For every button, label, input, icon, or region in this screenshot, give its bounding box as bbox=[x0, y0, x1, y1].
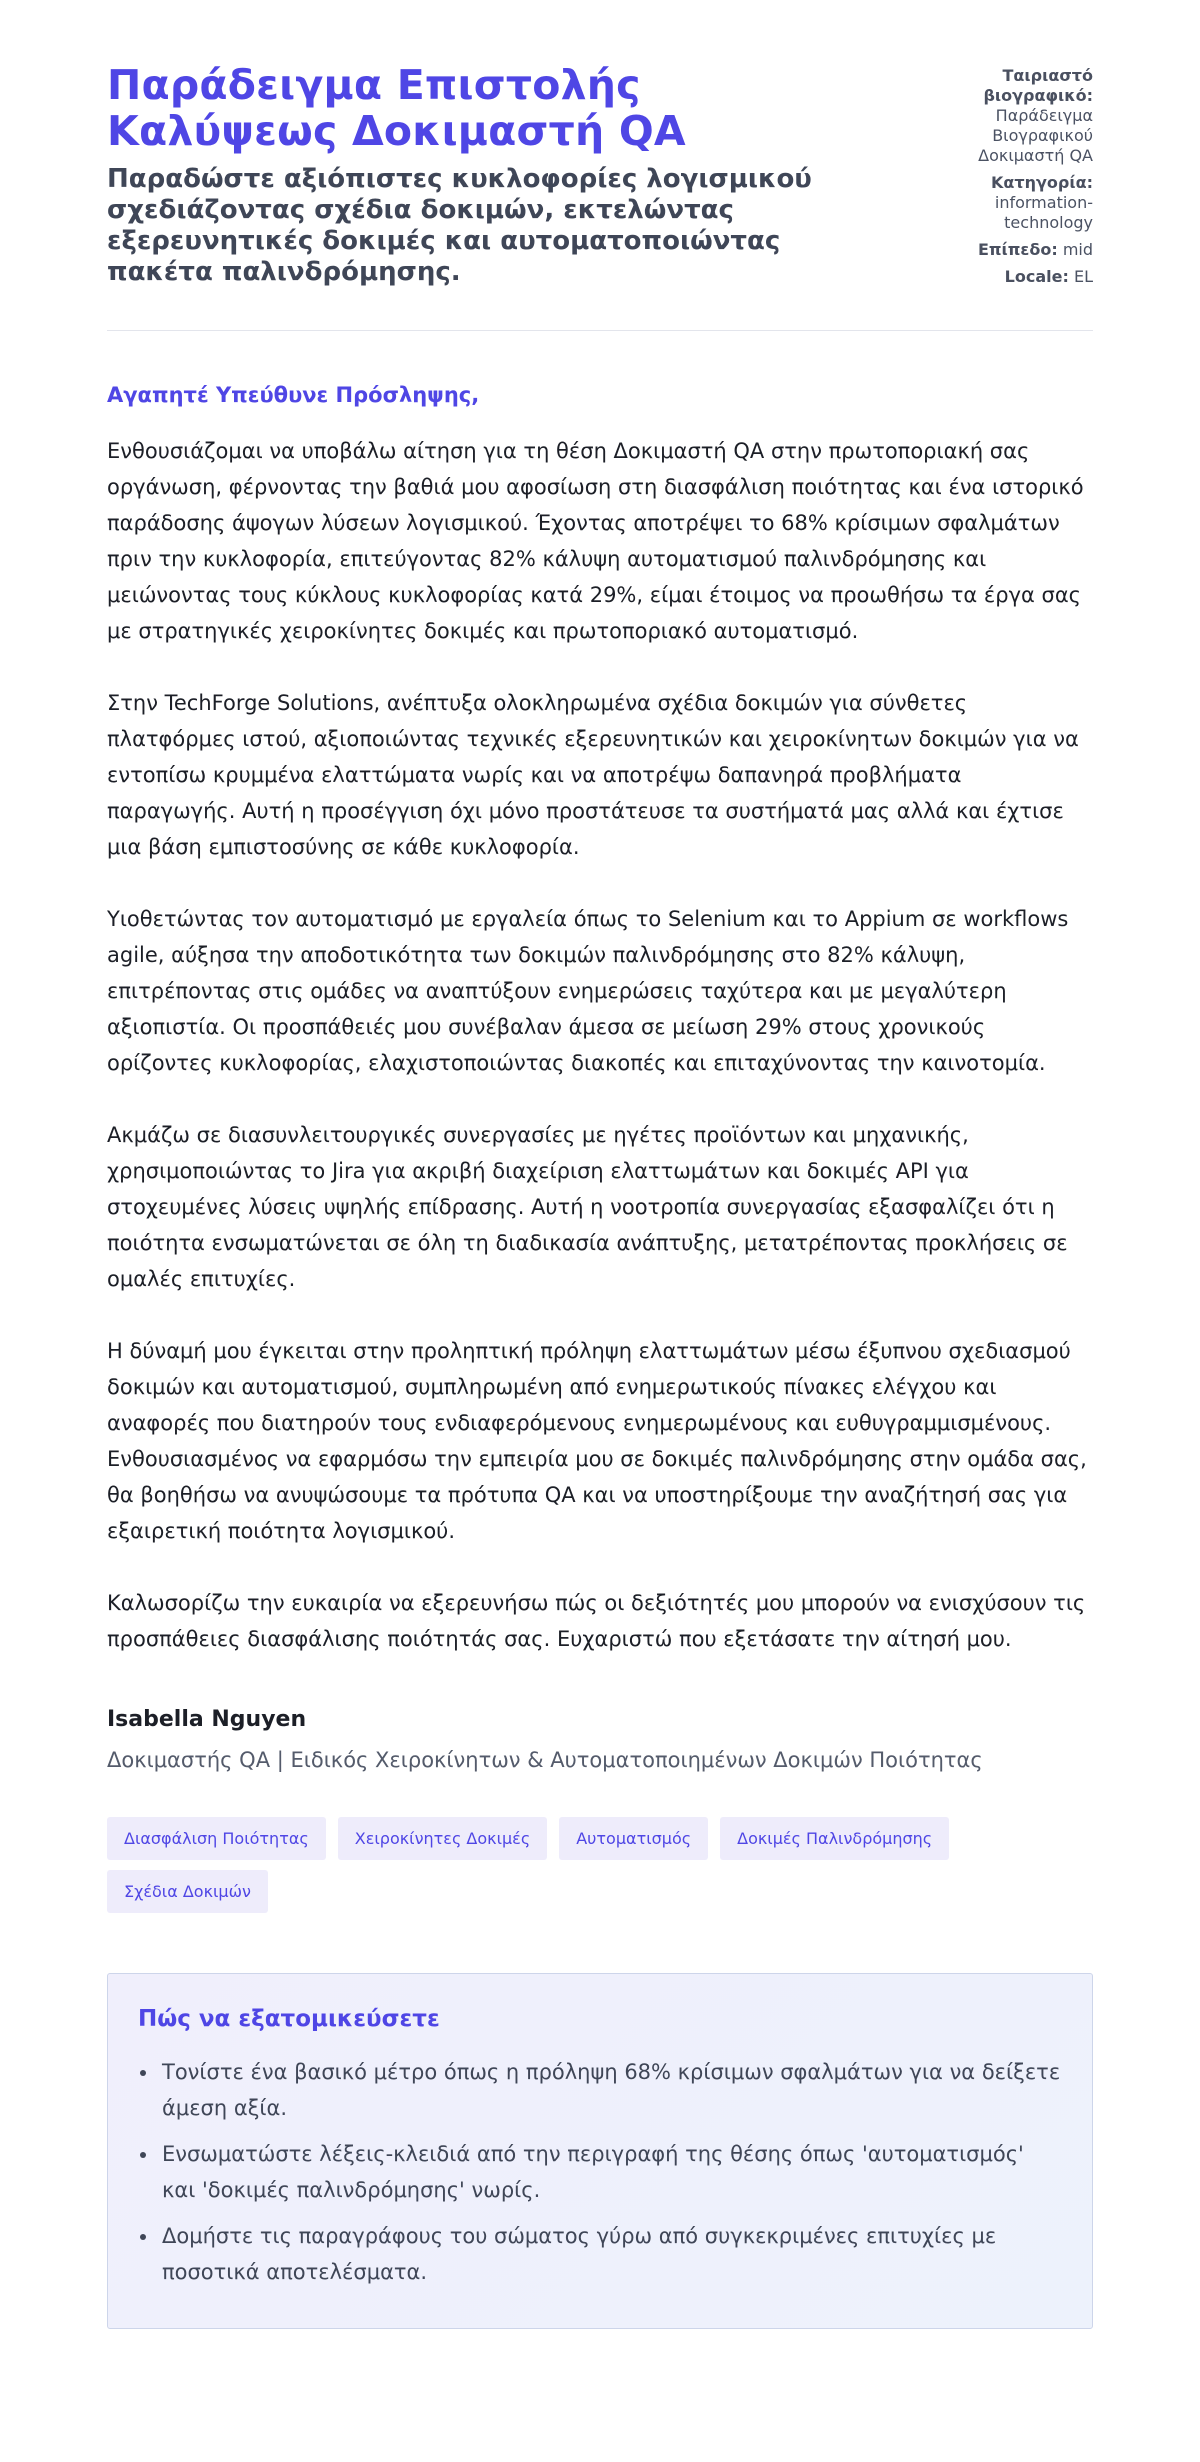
signature-name: Isabella Nguyen bbox=[107, 1707, 307, 1732]
skill-tag: Αυτοματισμός bbox=[559, 1817, 708, 1860]
skill-tags bbox=[107, 1817, 1097, 1913]
skill-tag: Διασφάλιση Ποιότητας bbox=[107, 1817, 326, 1860]
meta-category-value: information-technology bbox=[994, 193, 1093, 232]
header-divider bbox=[107, 330, 1093, 331]
meta-category bbox=[943, 173, 1093, 233]
meta-resume bbox=[943, 66, 1093, 166]
meta-resume-value: Παράδειγμα Βιογραφικού Δοκιμαστή QA bbox=[978, 106, 1093, 165]
meta-level bbox=[943, 240, 1093, 260]
skill-tag: Χειροκίνητες Δοκιμές bbox=[338, 1817, 547, 1860]
letter-paragraph: Ακμάζω σε διασυνλειτουργικές συνεργασίες με ηγέτες προϊόντων και μηχανικής, χρησιμοποιώντας το Jira για ακριβή διαχείριση ελαττωμάτων και δοκιμές API για στοχευμένες λύσεις υψηλής επίδρασης. Αυτή η νοοτροπία συνεργασίας εξασφαλίζει ότι η ποιότητα ενσωματώνεται σε όλη τη διαδικασία ανάπτυξης, μετατρέποντας προκλήσεις σε ομαλές επιτυχίες. bbox=[107, 1123, 1068, 1291]
meta-locale-value: EL bbox=[1073, 267, 1093, 286]
page-subtitle: Παραδώστε αξιόπιστες κυκλοφορίες λογισμικού σχεδιάζοντας σχέδια δοκιμών, εκτελώντας εξερευνητικές δοκιμές και αυτοματοποιώντας πακέτα παλινδρόμησης. bbox=[107, 164, 812, 287]
page-header bbox=[107, 62, 1093, 294]
meta-panel bbox=[943, 66, 1093, 294]
skill-tag: Σχέδια Δοκιμών bbox=[107, 1870, 268, 1913]
signature-role: Δοκιμαστής QA | Ειδικός Χειροκίνητων & Αυτοματοποιημένων Δοκιμών Ποιότητας bbox=[107, 1748, 983, 1772]
header-titles bbox=[107, 62, 867, 288]
letter-paragraph: Στην TechForge Solutions, ανέπτυξα ολοκληρωμένα σχέδια δοκιμών για σύνθετες πλατφόρμες ιστού, αξιοποιώντας τεχνικές εξερευνητικών και χειροκίνητων δοκιμών για να εντοπίσω κρυμμένα ελαττώματα νωρίς και να αποτρέψω δαπανηρά προβλήματα παραγωγής. Αυτή η προσέγγιση όχι μόνο προστάτευσε τα συστήματά μας αλλά και έχτισε μια βάση εμπιστοσύνης σε κάθε κυκλοφορία. bbox=[107, 691, 1079, 859]
customization-tips bbox=[107, 1973, 1093, 2329]
letter-paragraph: Καλωσορίζω την ευκαιρία να εξερευνήσω πώς οι δεξιότητές μου μπορούν να ενισχύσουν τις προσπάθειες διασφάλισης ποιότητάς σας. Ευχαριστώ που εξετάσατε την αίτησή μου. bbox=[107, 1591, 1086, 1651]
page-title: Παράδειγμα Επιστολής Καλύψεως Δοκιμαστή QA bbox=[107, 61, 686, 155]
letter-paragraph: Υιοθετώντας τον αυτοματισμό με εργαλεία όπως το Selenium και το Appium σε workflows agile, αύξησα την αποδοτικότητα των δοκιμών παλινδρόμησης στο 82% κάλυψη, επιτρέποντας στις ομάδες να αναπτύξουν ενημερώσεις ταχύτερα και με μεγαλύτερη αξιοπιστία. Οι προσπάθειές μου συνέβαλαν άμεσα σε μείωση 29% στους χρονικούς ορίζοντες κυκλοφορίας, ελαχιστοποιώντας διακοπές και επιταχύνοντας την καινοτομία. bbox=[107, 907, 1069, 1075]
letter-paragraph: Ενθουσιάζομαι να υποβάλω αίτηση για τη θέση Δοκιμαστή QA στην πρωτοποριακή σας οργάνωση, φέρνοντας την βαθιά μου αφοσίωση στη διασφάλιση ποιότητας και ένα ιστορικό παράδοσης άψογων λύσεων λογισμικού. Έχοντας αποτρέψει το 68% κρίσιμων σφαλμάτων πριν την κυκλοφορία, επιτεύγοντας 82% κάλυψη αυτοματισμού παλινδρόμησης και μειώνοντας τους κύκλους κυκλοφορίας κατά 29%, είμαι έτοιμος να προωθήσω τα έργα σας με στρατηγικές χειροκίνητες δοκιμές και πρωτοποριακό αυτοματισμό. bbox=[107, 439, 1084, 643]
meta-level-label: Επίπεδο: bbox=[977, 240, 1058, 259]
meta-locale bbox=[943, 267, 1093, 287]
tips-item: Δομήστε τις παραγράφους του σώματος γύρω από συγκεκριμένες επιτυχίες με ποσοτικά αποτελέσματα. bbox=[138, 2218, 1062, 2290]
meta-category-label: Κατηγορία: bbox=[991, 173, 1093, 192]
tips-list bbox=[138, 2054, 1062, 2290]
letter-greeting: Αγαπητέ Υπεύθυνε Πρόσληψης, bbox=[107, 383, 480, 407]
meta-locale-label: Locale: bbox=[1004, 267, 1069, 286]
tips-item: Τονίστε ένα βασικό μέτρο όπως η πρόληψη 68% κρίσιμων σφαλμάτων για να δείξετε άμεση αξία. bbox=[138, 2054, 1062, 2126]
letter-paragraph: Η δύναμή μου έγκειται στην προληπτική πρόληψη ελαττωμάτων μέσω έξυπνου σχεδιασμού δοκιμών και αυτοματισμού, συμπληρωμένη από ενημερωτικούς πίνακες ελέγχου και αναφορές που διατηρούν τους ενδιαφερόμενους ενημερωμένους και ευθυγραμμισμένους. Ενθουσιασμένος να εφαρμόσω την εμπειρία μου σε δοκιμές παλινδρόμησης στην ομάδα σας, θα βοηθήσω να ανυψώσουμε τα πρότυπα QA και να υποστηρίξουμε την αναζήτησή σας για εξαιρετική ποιότητα λογισμικού. bbox=[107, 1339, 1087, 1543]
tips-item: Ενσωματώστε λέξεις-κλειδιά από την περιγραφή της θέσης όπως 'αυτοματισμός' και 'δοκιμές παλινδρόμησης' νωρίς. bbox=[138, 2136, 1062, 2208]
meta-level-value: mid bbox=[1062, 240, 1093, 259]
meta-resume-label: Ταιριαστό βιογραφικό: bbox=[983, 66, 1093, 105]
skill-tag: Δοκιμές Παλινδρόμησης bbox=[720, 1817, 949, 1860]
tips-title: Πώς να εξατομικεύσετε bbox=[138, 2006, 440, 2032]
letter-body bbox=[107, 433, 1093, 1657]
